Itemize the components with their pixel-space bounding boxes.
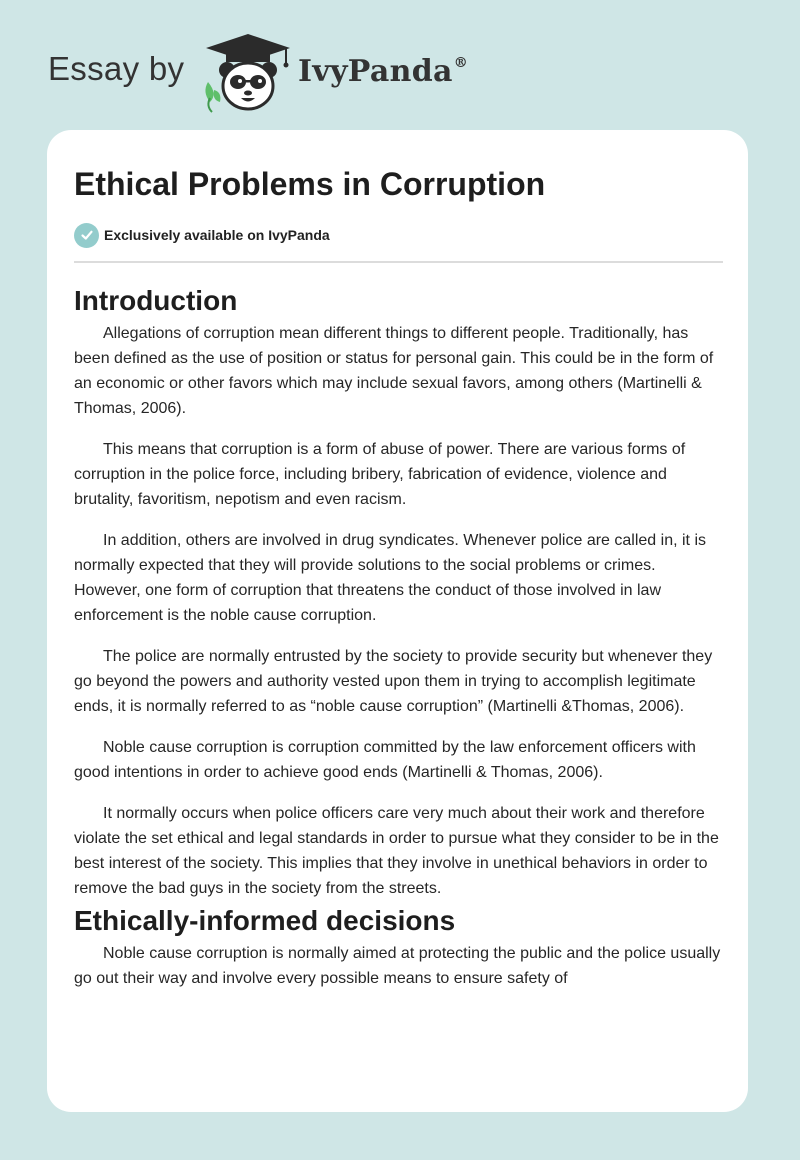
section-heading-ethically-informed-decisions: Ethically-informed decisions [74, 905, 456, 936]
page-title: Ethical Problems in Corruption [74, 166, 546, 202]
panda-logo-icon [200, 32, 296, 114]
section-heading-introduction: Introduction [74, 285, 238, 316]
paragraph: This means that corruption is a form of abuse of power. There are various forms of corruption in the police force, including bribery, fabrication of evidence, violence and brutality, favoritism, nepotism and even racism. [74, 441, 686, 508]
brand-name[interactable] [298, 54, 468, 89]
paragraph: The police are normally entrusted by the society to provide security but whenever they go beyond the powers and authority vested upon them in trying to accomplish legitimate ends, it is normally referred to as “noble cause corruption” (Martinelli &Thomas, 2006). [74, 648, 713, 715]
essay-card [47, 130, 748, 1112]
paragraph: Allegations of corruption mean different things to different people. Traditionally, has been defined as the use of position or status for personal gain. This could be in the form of an economic or other favors which may include sexual favors, among others (Martinelli & Thomas, 2006). [74, 325, 714, 417]
brand-label: IvyPanda [298, 54, 453, 89]
paragraph: Noble cause corruption is corruption committed by the law enforcement officers with good intentions in order to achieve good ends (Martinelli & Thomas, 2006). [74, 739, 696, 781]
essay-body [74, 281, 726, 991]
paragraph: It normally occurs when police officers care very much about their work and therefore violate the set ethical and legal standards in order to pursue what they consider to be in the best interest of the society. This implies that they involve in unethical behaviors in order to remove the bad guys in the society from the streets. [74, 805, 719, 897]
registered-mark: ® [453, 55, 469, 71]
paragraph: Noble cause corruption is normally aimed at protecting the public and the police usually go out their way and involve every possible means to ensure safety of [74, 945, 721, 987]
paragraph: In addition, others are involved in drug syndicates. Whenever police are called in, it is normally expected that they will provide solutions to the social problems or crimes. However, one form of corruption that threatens the conduct of those involved in law enforcement is the noble cause corruption. [74, 532, 706, 624]
check-icon [74, 223, 99, 248]
exclusive-badge [74, 222, 330, 248]
divider [74, 261, 723, 263]
exclusive-badge-text: Exclusively available on IvyPanda [104, 227, 330, 243]
site-header [48, 28, 548, 118]
essay-by-label: Essay by [48, 50, 185, 87]
